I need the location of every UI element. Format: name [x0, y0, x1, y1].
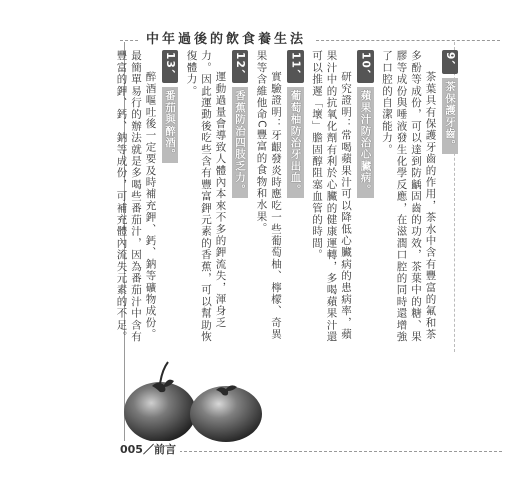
section-title: 香蕉防治四肢乏力。 [232, 87, 249, 198]
section-number: 10、 [357, 50, 374, 83]
section-body-12 [184, 50, 228, 350]
section-title: 蘋果汁防治心臟病。 [357, 87, 374, 198]
section-body-10 [310, 50, 354, 350]
section-heading-9 [442, 50, 459, 350]
tomato-icon [118, 352, 268, 444]
paragraph: 研究證明：常喝蘋果汁可以降低心臟病的患病率，蘋果汁中的抗氧化劑有利於心臟的健康運轉，多喝蘋果汁還可以推遲「壞」膽固醇阻塞血管的時間。 [311, 50, 352, 343]
section-title: 番茄與醉酒。 [162, 87, 179, 163]
section-heading-12 [232, 50, 249, 350]
section-number: 12、 [232, 50, 249, 83]
section-body-11 [254, 50, 283, 350]
section-title: 茶保護牙齒。 [442, 78, 459, 154]
paragraph: 茶葉具有保護牙齒的作用，茶水中含有豐富的氟和茶多酚等成份，可以達到防齲固齒的功效，茶葉中的糖、果膠等成份與唾液發生化學反應，在滋潤口腔的同時還增強了口腔的自潔能力。 [381, 50, 437, 343]
paragraph: 醉酒嘔吐後一定要及時補充鉀、鈣、鈉等礦物成份。最簡單易行的辦法就是多喝些番茄汁，因為番茄汁中含有豐富的鉀、鈣、鈉等成份，可補充體內流失元素的不足。 [115, 50, 157, 343]
page-folio: 005／前言 [116, 441, 180, 457]
section-number: 9、 [442, 50, 459, 74]
section-heading-13 [162, 50, 179, 350]
section-body-9 [380, 50, 438, 350]
section-heading-10 [357, 50, 374, 350]
section-body-13 [114, 50, 158, 350]
section-title: 葡萄柚防治牙出血。 [287, 87, 304, 198]
section-number: 13、 [162, 50, 179, 83]
section-number: 11、 [287, 50, 304, 83]
section-heading-11 [287, 50, 304, 350]
page-header-title: 中年過後的飲食養生法 [138, 29, 314, 51]
footer-rule [124, 451, 502, 452]
paragraph: 運動過量會導致人體內本來不多的鉀流失，渾身乏力。因此運動後吃些含有豐富鉀元素的香蕉，可以幫助恢復體力。 [185, 50, 227, 343]
vertical-text-body [115, 50, 458, 350]
paragraph: 實驗證明：牙齦發炎時應吃一些葡萄柚、檸檬、奇異果等含維他命C豐富的食物和水果。 [255, 50, 282, 341]
